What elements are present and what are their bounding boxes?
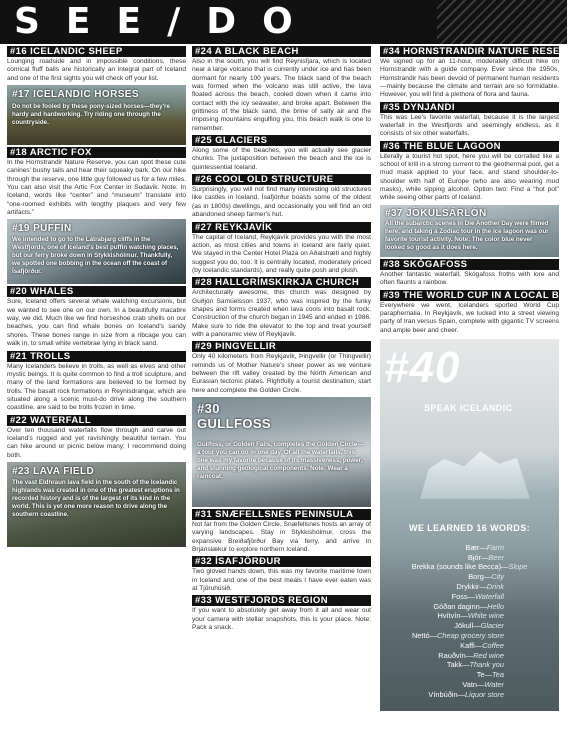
section-body-blue-lagoon: Literally a tourist hot spot, here you will be corralled like a school of krill in a strong current to the geothermal pool, get a mud mask applied to your face, and stand shoulder-to-shoulder with half of Europe (who are also wearing mud masks), while sipping alcohol. Option two: Find a “hot pot” while seeing other parts of Iceland. <box>380 152 559 202</box>
section-title-isafjordur: #32 ÍSAFJÖRÐUR <box>192 556 371 567</box>
word-separator: — <box>473 621 481 631</box>
word-english: Waterfall <box>474 591 504 601</box>
word-item <box>380 631 559 641</box>
word-separator: — <box>474 640 483 650</box>
word-item <box>380 572 559 582</box>
word-item <box>380 641 559 651</box>
iceberg-graphic <box>420 449 530 499</box>
word-icelandic: Te <box>476 670 485 680</box>
word-english: Beer <box>488 552 504 562</box>
word-english: Thank you <box>469 660 504 670</box>
photo-jokulsarlon <box>380 205 559 257</box>
word-english: Farm <box>486 542 504 552</box>
word-item <box>380 621 559 631</box>
section-title-world-cup: #39 THE WORLD CUP IN A LOCAL BAR <box>380 290 559 301</box>
word-english: Tea <box>491 670 504 680</box>
section-body-waterfall: Over ten thousand waterfalls flow through and carve out Iceland's rugged and yet ravishingly beautiful terrain. You can hike around or picnic below many; I recommend doing both. <box>7 426 186 459</box>
section-title-fox: #18 ARCTIC FOX <box>7 147 186 158</box>
section-title-thingvellir: #29 ÞINGVELLIR <box>192 341 371 352</box>
word-item <box>380 602 559 612</box>
section-title-old-structure: #26 COOL OLD STRUCTURE <box>192 174 371 185</box>
word-icelandic: Kaffi <box>460 640 475 650</box>
word-icelandic: Drykkir <box>456 582 480 592</box>
word-icelandic: Foss <box>451 591 468 601</box>
section-body-church: Architecturally awesome, this church was designed by Guðjón Samúelsson 1937, who was inspired by the funky shapes and forms created when lava cools into basalt rock. Construction of the church began in 1945 and ended in 1986. Make sure to ride the elevator to the top and treat yourself with a panoramic view of Reykjavík. <box>192 289 371 338</box>
section-title-trolls: #21 TROLLS <box>7 351 186 362</box>
word-icelandic: Brekka (sounds like Becca) <box>411 562 502 572</box>
word-item <box>380 562 559 572</box>
word-icelandic: Hvítvín <box>437 611 461 621</box>
section-body-sheep: Lounging roadside and in impossible conditions, these comical fluff balls are historically an integral part of Iceland and one of the first sights you will check off your list. <box>7 58 186 82</box>
photo-gullfoss <box>192 397 371 507</box>
word-icelandic: Góðan daginn <box>433 601 480 611</box>
word-english: Drink <box>486 582 504 592</box>
section-body-whales: Sure, Iceland offers several whale watching excursions, but we wanted to see one on our own. In a beautifully macabre way, we did. Much like we find horseshoe crab shells on our beaches, you can find whale bones on Iceland's sandy shores. These bones range in size from a ribcage you can walk in, to small white vertebrae lying in black sand. <box>7 298 186 348</box>
word-item <box>380 651 559 661</box>
word-icelandic: Takk <box>446 660 463 670</box>
word-item <box>380 592 559 602</box>
word-separator: — <box>462 660 470 670</box>
word-english: City <box>491 572 504 582</box>
section-body-glaciers: Along some of the beaches, you will actually see glacier chunks. The juxtaposition between the beach and the ice is quintessential Iceland. <box>192 147 371 171</box>
section-title-whales: #20 WHALES <box>7 286 186 297</box>
photo-lava-field <box>7 462 186 547</box>
section-title-reykjavik: #27 REYKJAVÍK <box>192 222 371 233</box>
section-title-skogafoss: #38 SKÓGAFOSS <box>380 259 559 270</box>
section-body-westfjords: If you want to absolutely get away from it all and wear out your camera with stellar snapshots, this is your place. Note: Pack a snack. <box>192 607 371 632</box>
section-body-snaefellsnes: Not far from the Golden Circle, Snæfellsnes hosts an array of varying landscapes. Stay in Stykkishólmur, cross the expansive Breiðafjörður Bay via ferry, and arrive in Brjánslækur to explore northern Iceland. <box>192 521 371 554</box>
speak-icelandic-panel <box>380 339 559 711</box>
word-english: Coffee <box>482 640 504 650</box>
section-body-trolls: Many Icelanders believe in trolls, as well as elves and other mystic beings. It is quite common to find a troll sculpture, and many of the land formations are believed to be formed by trolls. The basalt rock formations in Reynisdrangar, which are situated along a scenic must-do drive along the southern coastline, are said to be trolls frozen in time. <box>7 362 186 412</box>
word-separator: — <box>484 670 492 680</box>
word-list <box>380 543 559 700</box>
photo-caption-puffin: We intended to go to the Látrabjarg cliffs in the Westfjords, one of Iceland's best puffin watching places, but our ferry broke down in Stykkishólmur. Thankfully, we spotted one bobbing in the ocean off the coast of Ísafjörður. <box>12 236 179 276</box>
photo-title-puffin: #19 PUFFIN <box>12 223 72 235</box>
section-body-thingvellir: Only 40 kilometers from Reykjavík, Þingvellir (or Thingvellir) reminds us of Mother Nature's sheer power as we venture between the rift valley created by the North American and Eurasian tectonic plates. Rightfully a tourist destination, start here and complete the Golden Circle. <box>192 353 371 394</box>
word-separator: — <box>465 650 474 660</box>
word-item <box>380 553 559 563</box>
word-english: Cheap grocery store <box>437 631 504 641</box>
word-item <box>380 670 559 680</box>
section-title-westfjords: #33 WESTFJORDS REGION <box>192 595 371 606</box>
banner-title: SEE/DO <box>14 1 319 42</box>
word-english: Liquor store <box>464 689 504 699</box>
speak-title: SPEAK ICELANDIC <box>424 402 513 413</box>
word-icelandic: Jökull <box>454 621 474 631</box>
word-separator: — <box>479 601 488 611</box>
word-separator: — <box>457 689 465 699</box>
word-separator: — <box>483 572 492 582</box>
section-body-old-structure: Surprisingly, you will not find many interesting old structures like castles in Iceland. Ísafjörður boasts some of the oldest (as in 1800s) dwellings, and occasionally you will find an old abandoned sheep farmer's hut. <box>192 186 371 219</box>
word-icelandic: Borg <box>468 572 484 582</box>
word-item <box>380 582 559 592</box>
banner-stripes <box>437 0 567 44</box>
section-body-dynjandi: This was Lee's favorite waterfall, because it is the largest waterfall in the Westfjords and seemingly endless, as it consists of six other waterfalls. <box>380 113 559 138</box>
page-banner <box>0 0 567 44</box>
word-icelandic: Bær <box>465 542 480 552</box>
word-icelandic: Vínbúðin <box>428 689 458 699</box>
word-separator: — <box>479 542 487 552</box>
section-title-sheep: #16 ICELANDIC SHEEP <box>7 46 186 57</box>
section-body-reykjavik: The capital of Iceland, Reykjavík provides you with the most action, as most cities and towns in Iceland are fairly quiet. We stayed in the Center Hotel Plaza on Aðalstræti and highly suggest you do, too. It is centrally located, moderately priced (by Icelandic standards), and really quite posh and plush. <box>192 233 371 274</box>
word-icelandic: Vatn <box>462 680 478 690</box>
word-english: White wine <box>467 611 504 621</box>
photo-title-gullfoss: #30 GULLFOSS <box>197 401 271 431</box>
photo-caption-jokulsarlon: All the subarctic scenes in Die Another Day were filmed here, and taking a Zodiac tour in the ice lagoon was our favorite tourist activity. Note: The color blue never looked so good as it does here. <box>385 219 549 251</box>
section-body-isafjordur: Two gloved hands down, this was my favorite maritime town in Iceland and one of the best meals I have ever eaten was at Tjöruhúsið. <box>192 568 371 593</box>
section-title-black-beach: #24 A BLACK BEACH <box>192 46 371 57</box>
section-body-hornstrandir: We signed up for an 11-hour, moderately difficult hike on Hornstrandir with a guide company. Ever since the 1950s, Hornstrandir has been devoid of permanent human residents—mainly because the climate and terrain are so formidable. However, you will find a plethora of flora and fauna. <box>380 58 559 99</box>
word-english: Red wine <box>473 650 504 660</box>
word-separator: — <box>477 680 485 690</box>
photo-title-lava: #23 LAVA FIELD <box>12 465 95 477</box>
word-separator: — <box>467 591 475 601</box>
section-body-skogafoss: Another fantastic waterfall, Skógafoss froths with lore and often flaunts a rainbow. <box>380 270 559 287</box>
photo-caption-horses: Do not be fooled by these pony-sized horses—they're hardy and hardworking. Try riding one through the countryside. <box>12 103 170 127</box>
word-icelandic: Bjór <box>467 552 481 562</box>
section-title-hornstrandir: #34 HORNSTRANDIR NATURE RESERVE <box>380 46 559 57</box>
photo-caption-gullfoss: Gullfoss, or Golden Falls, completes the Golden Circle—a tour you can do in one day. Of all the waterfalls, this one was my favorite because of its massiveness, power, and stunning geological components. Note: Wear a raincoat. <box>197 441 364 480</box>
photo-title-jokulsarlon: #37 JÖKULSÁRLÓN <box>385 207 487 219</box>
word-item <box>380 690 559 700</box>
word-icelandic: Nettó <box>411 631 430 641</box>
word-separator: — <box>460 611 468 621</box>
section-body-fox: In the Hornstrandir Nature Reserve, you can spot these cute canines' bushy tails and hear their squeaky bark. On our hike through the reserve, one little guy followed us for a few miles. You can also visit the Artic Fox Center in Sudavik. Note: In Iceland, words like “center” and “museum” translate into “one-roomed exhibits with lengthy plaques and very few artifacts.” <box>7 159 186 217</box>
column-right <box>380 46 580 711</box>
photo-horses <box>7 85 186 145</box>
section-title-church: #28 HALLGRÍMSKIRKJA CHURCH <box>192 277 371 288</box>
word-english: Slope <box>508 562 528 572</box>
word-item <box>380 543 559 553</box>
section-title-blue-lagoon: #36 THE BLUE LAGOON <box>380 141 559 152</box>
section-body-world-cup: Everywhere we went, Icelanders sported World Cup paraphernalia. In Reykjavík, we lucked into a street viewing party of Iran versus Spain, complete with gigantic TV screens and ample beer and cheer. <box>380 301 559 334</box>
column-middle <box>192 46 371 634</box>
photo-title-horses: #17 ICELANDIC HORSES <box>12 89 139 101</box>
word-separator: — <box>429 631 438 641</box>
section-body-black-beach: Also in the south, you will find Reynisfjara, which is located near a large volcano that is currently under ice and has been dormant for nearly 100 years. The black sand of the beach was formed when the volcano was still active, the lava floated across the beach, cooled down when it came into contact with the icy seawater, and broke apart. Between the grittiness of the black sand, the brine of salty air and the imposing mountains engulfing you, this beach walk is one to remember. <box>192 58 371 132</box>
section-title-dynjandi: #35 DYNJANDI <box>380 102 559 113</box>
word-separator: — <box>480 552 489 562</box>
word-icelandic: Rauðvín <box>438 650 466 660</box>
word-item <box>380 611 559 621</box>
speak-number: #40 <box>384 342 461 392</box>
section-title-waterfall: #22 WATERFALL <box>7 415 186 426</box>
section-title-snaefellsnes: #31 SNÆFELLSNES PENINSULA <box>192 509 371 520</box>
word-item <box>380 660 559 670</box>
word-english: Water <box>484 680 504 690</box>
column-left <box>7 46 186 549</box>
word-separator: — <box>501 562 509 572</box>
photo-caption-lava: The vast Eldhraun lava field in the south of the Icelandic highlands was created in one of the greatest eruptions in recorded history and is of the largest of its kind in the world. This is yet one more reason to drive along the southern coastline. <box>12 478 180 518</box>
word-separator: — <box>479 582 487 592</box>
photo-puffin <box>7 219 186 284</box>
word-item <box>380 680 559 690</box>
words-heading: WE LEARNED 16 WORDS: <box>408 522 530 533</box>
word-english: Glacier <box>480 621 504 631</box>
section-title-glaciers: #25 GLACIERS <box>192 135 371 146</box>
word-english: Hello <box>487 601 504 611</box>
